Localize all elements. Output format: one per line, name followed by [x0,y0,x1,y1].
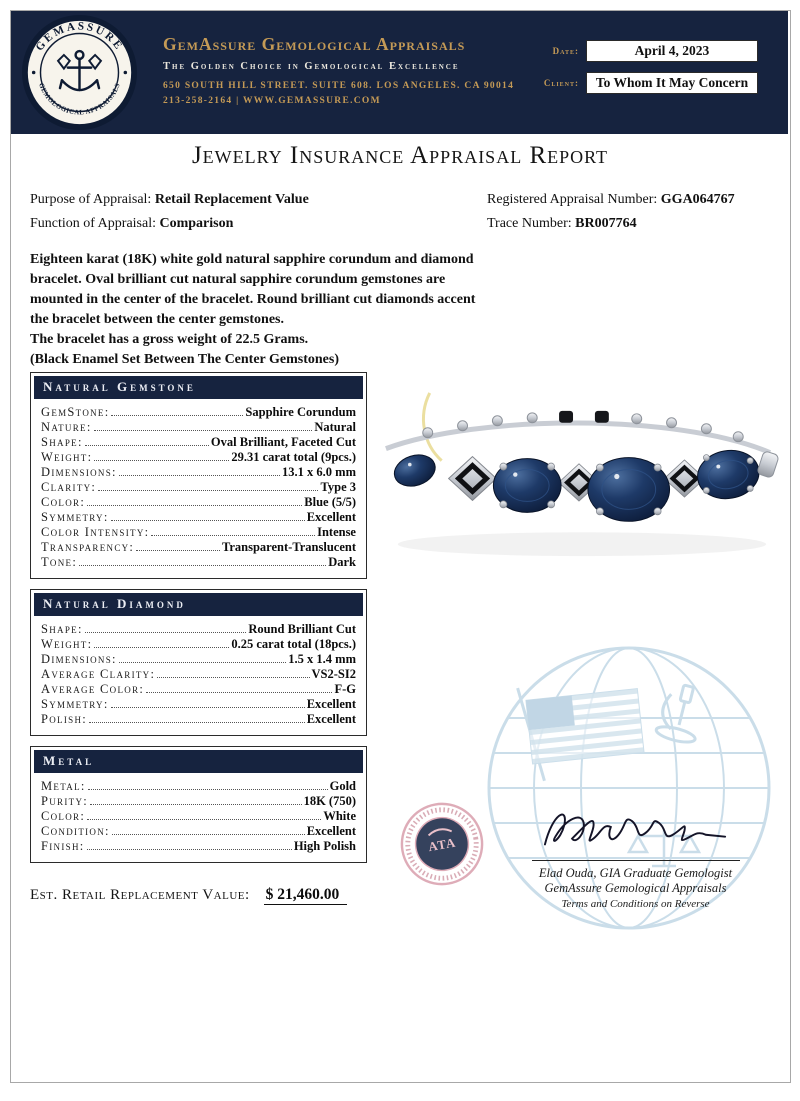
table-row [41,794,356,809]
row-value: Oval Brilliant, Faceted Cut [210,435,356,449]
company-seal-graphic [21,14,138,131]
seal-text-bottom: GEMOLOGICAL APPRAISALS [37,82,122,117]
client-value: To Whom It May Concern [586,72,758,94]
replacement-value-line [30,886,347,904]
dotted-leader [98,490,318,491]
row-value: VS2-SI2 [311,667,356,681]
row-value: Excellent [306,824,356,838]
dotted-leader [111,415,243,416]
company-address: 650 SOUTH HILL STREET. SUITE 608. LOS ANGELES. CA 90014 [163,81,515,91]
diamond-table [30,589,367,736]
dotted-leader [136,550,220,551]
table-row [41,697,356,712]
bracelet-photo [368,386,786,572]
row-label: Finish: [41,839,85,853]
row-label: Weight: [41,450,93,464]
dotted-leader [87,505,302,506]
table-row [41,652,356,667]
row-label: Color: [41,495,86,509]
table-row [41,540,356,555]
row-value: Excellent [306,712,356,726]
dotted-leader [112,834,305,835]
dotted-leader [87,849,292,850]
table-row [41,420,356,435]
table-row [41,712,356,727]
table-row [41,637,356,652]
trace-number-row [487,216,735,232]
description-enamel-line: (Black Enamel Set Between The Center Gemstones) [30,352,339,367]
signature-line [532,860,740,861]
row-label: Tone: [41,555,78,569]
row-value: Excellent [306,697,356,711]
gemstone-table-body [34,399,363,575]
function-row [30,216,309,232]
bracelet-photo-graphic [368,386,786,572]
terms-note: Terms and Conditions on Reverse [561,898,710,910]
dotted-leader [85,632,247,633]
table-row [41,435,356,450]
table-row [41,839,356,854]
description-weight-line: The bracelet has a gross weight of 22.5 Grams. [30,332,309,347]
dotted-leader [94,460,229,461]
dotted-leader [119,475,280,476]
row-value: High Polish [293,839,356,853]
table-row [41,480,356,495]
row-value: 1.5 x 1.4 mm [288,652,356,666]
row-value: Type 3 [320,480,356,494]
certification-stamp-graphic [398,800,486,888]
table-row [41,525,356,540]
dotted-leader [89,722,305,723]
dotted-leader [111,520,305,521]
letterhead [11,11,788,134]
table-row [41,405,356,420]
row-label: Purity: [41,794,89,808]
row-value: Gold [329,779,356,793]
row-value: Intense [317,525,356,539]
metal-table [30,746,367,863]
tag-string [423,393,441,461]
metal-table-body [34,773,363,859]
diamond-table-body [34,616,363,732]
table-row [41,495,356,510]
function-label: Function of Appraisal: [30,216,156,231]
row-value: Transparent-Translucent [221,540,356,554]
signature-block [528,796,743,910]
row-label: Shape: [41,622,83,636]
company-seal-logo [21,14,138,131]
row-label: Dimensions: [41,652,117,666]
gemstone-table [30,372,367,579]
signer-name: Elad Ouda, GIA Graduate Gemologist [538,866,733,880]
row-value: White [323,809,356,823]
replacement-value-amount: $ 21,460.00 [264,886,348,905]
row-label: Weight: [41,637,93,651]
replacement-value-label: Est. Retail Replacement Value: [30,887,250,903]
purpose-label: Purpose of Appraisal: [30,192,152,207]
signature-graphic [536,796,736,858]
company-contact: 213-258-2164 | WWW.GEMASSURE.COM [163,96,381,106]
row-value: F-G [334,682,356,696]
dotted-leader [87,819,321,820]
row-label: Clarity: [41,480,97,494]
row-label: Metal: [41,779,86,793]
appraisal-info-right [487,192,735,240]
dotted-leader [94,430,313,431]
dotted-leader [85,445,209,446]
row-value: Natural [314,420,356,434]
client-field [544,72,758,94]
row-label: Symmetry: [41,697,109,711]
row-label: Average Clarity: [41,667,156,681]
registered-number-value: GGA064767 [660,192,735,207]
table-row [41,682,356,697]
table-row [41,450,356,465]
row-value: Blue (5/5) [304,495,356,509]
table-row [41,555,356,570]
row-label: Dimensions: [41,465,117,479]
dotted-leader [79,565,326,566]
table-row [41,779,356,794]
clasp [757,451,780,479]
chain-links [423,412,743,442]
purpose-row [30,192,309,208]
diamond-table-header: Natural Diamond [34,593,363,616]
dotted-leader [94,647,229,648]
item-description [30,250,477,370]
client-label: Client: [543,78,579,88]
dotted-leader [157,677,309,678]
row-value: Excellent [306,510,356,524]
row-label: Nature: [41,420,92,434]
appraisal-info-left [30,192,309,240]
registered-number-label: Registered Appraisal Number: [487,192,658,207]
signer-company: GemAssure Gemological Appraisals [544,881,727,895]
row-label: Color Intensity: [41,525,150,539]
gemstone-table-header: Natural Gemstone [34,376,363,399]
purpose-value: Retail Replacement Value [154,192,309,207]
letterhead-text [163,34,543,106]
function-value: Comparison [159,216,234,231]
table-row [41,510,356,525]
row-label: Polish: [41,712,88,726]
row-label: Shape: [41,435,83,449]
spec-tables [30,372,367,873]
company-name: GemAssure Gemological Appraisals [163,34,466,54]
dotted-leader [88,789,328,790]
dotted-leader [90,804,302,805]
registered-number-row [487,192,735,208]
row-value: 13.1 x 6.0 mm [282,465,356,479]
certification-stamp [398,800,486,888]
row-value: 29.31 carat total (9pcs.) [231,450,356,464]
description-paragraph: Eighteen karat (18K) white gold natural sapphire corundum and diamond bracelet. Oval brilliant cut natural sapphire corundum gemstones are mounted in the center of the bracelet. Round brilliant cut diamonds accent the bracelet between the center gemstones. [30,252,476,327]
date-field [553,40,758,62]
table-row [41,809,356,824]
row-label: Color: [41,809,86,823]
dotted-leader [111,707,305,708]
date-value: April 4, 2023 [586,40,758,62]
trace-number-label: Trace Number: [487,216,572,231]
row-value: Round Brilliant Cut [248,622,356,636]
row-value: Dark [328,555,356,569]
row-label: Symmetry: [41,510,109,524]
metal-table-header: Metal [34,750,363,773]
row-label: Average Color: [41,682,145,696]
dotted-leader [146,692,332,693]
row-value: Sapphire Corundum [245,405,356,419]
page-title: Jewelry Insurance Appraisal Report [191,142,609,169]
table-row [41,465,356,480]
trace-number-value: BR007764 [575,216,637,231]
company-tagline: The Golden Choice in Gemological Excellence [163,61,460,72]
row-label: Condition: [41,824,110,838]
seal-text-top: GEMASSURE [33,20,126,54]
stamp-text: ATA [427,835,458,855]
table-row [41,824,356,839]
table-row [41,622,356,637]
dotted-leader [151,535,315,536]
date-label: Date: [552,46,579,56]
row-label: Transparency: [41,540,135,554]
table-row [41,667,356,682]
row-value: 0.25 carat total (18pcs.) [231,637,356,651]
row-value: 18K (750) [303,794,356,808]
dotted-leader [119,662,286,663]
row-label: GemStone: [41,405,110,419]
